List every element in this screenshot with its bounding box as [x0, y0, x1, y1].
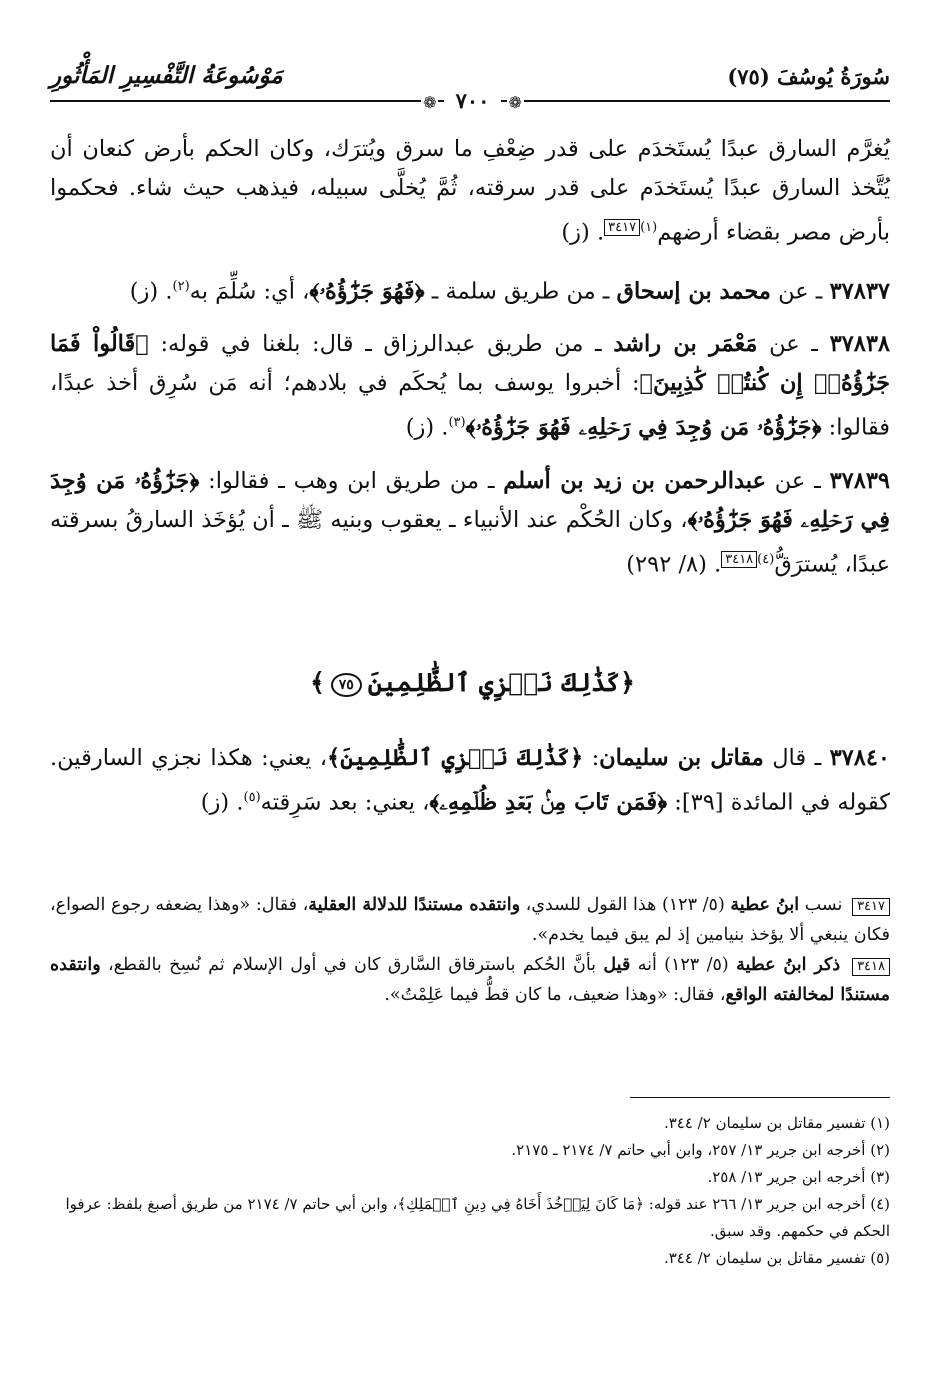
- note-verdict: وانتقده مستندًا للدلالة العقلية: [308, 895, 521, 915]
- note-number-box: ٣٤١٨: [852, 958, 890, 976]
- note-text: ، فقال: «وهذا ضعيف، ما كان قطُّ فيما عَلِمْتُ».: [384, 985, 726, 1005]
- narration-text: ، يعني: هكذا نجزي السارقين. كقوله في المائدة [٣٩]:: [50, 745, 890, 816]
- narrator-name: مقاتل بن سليمان: [599, 745, 764, 771]
- footnotes: [50, 1110, 890, 1272]
- footnote-marker: (٣): [448, 415, 466, 430]
- header-book-title: مَوْسُوعَةُ التَّفْسِيرِ المَأْثُورِ: [50, 62, 283, 89]
- comment-reference: ٣٤١٧: [604, 219, 640, 236]
- footnote-marker: (٤): [757, 551, 775, 567]
- narration-text: ، يعني: بعد سَرِقته: [260, 789, 430, 816]
- ornament-icon: ❁: [508, 93, 522, 112]
- narration-text: ـ من طريق عبدالرزاق ـ قال: بلغنا في قوله:: [148, 331, 614, 357]
- footnote: (٥) تفسير مقاتل بن سليمان ٢/ ٣٤٤.: [663, 1249, 890, 1267]
- narration-text: ، أي: سُلِّمَ به: [189, 278, 310, 304]
- footnote: (٢) أخرجه ابن جرير ١٣/ ٢٥٧، وابن أبي حاتم ٧/ ٢١٧٤ ـ ٢١٧٥.: [511, 1141, 890, 1159]
- quran-quote: ﴿جَزَٰٓؤُهُۥ مَن وُجِدَ فِي رَحۡلِهِۦ فَهُوَ جَزَٰٓؤُهُۥ﴾: [50, 467, 890, 533]
- verse-close-bracket: ﴾: [310, 668, 325, 697]
- paragraph-text: يُغرَّم السارق عبدًا يُستَخدَم على قدر ضِعْفِ ما سرق ويُترَك، وكان الحكم بأرض كنعان أن يُتَّخذ السارق عبدًا يُستَخدَم على قدر سرقته، ثُمَّ يُخلَّى سبيله، فيذهب حيث شاء. فحكموا بأرض مصر بقضاء أرضهم: [50, 136, 890, 246]
- verse-text: ﴿كَذَٰلِكَ نَجۡزِي ٱلظَّٰلِمِينَ: [367, 668, 635, 697]
- footnote: (١) تفسير مقاتل بن سليمان ٢/ ٣٤٤.: [663, 1114, 890, 1132]
- narration-37838: [50, 325, 890, 448]
- footnote-marker: (١): [640, 220, 658, 235]
- note-text: (٥/ ١٢٣) أنه: [630, 955, 737, 975]
- note-keyword: قيل: [603, 955, 631, 975]
- narration-number: ٣٧٨٣٨: [829, 331, 890, 357]
- page-number-row: [0, 88, 945, 114]
- scholar-name: ذكر ابنُ عطية: [736, 955, 849, 975]
- note-text: (٥/ ١٢٣) هذا القول للسدي،: [520, 895, 731, 915]
- source-tag: . (ز): [200, 789, 244, 816]
- footnote: (٣) أخرجه ابن جرير ١٣/ ٢٥٨.: [707, 1168, 890, 1186]
- quran-quote: ﴿فَمَن تَابَ مِنۢ بَعۡدِ ظُلۡمِهِۦ﴾: [429, 789, 668, 816]
- narration-number: ٣٧٨٣٩: [829, 467, 890, 494]
- narrator-name: مَعْمَر بن راشد: [613, 331, 758, 357]
- verse-number-badge: ٧٥: [331, 673, 362, 697]
- source-tag: . (ز): [129, 278, 173, 304]
- commentary-note-3417: [50, 890, 890, 950]
- narration-37840: [50, 738, 890, 823]
- source-tag: . (ز): [561, 219, 605, 246]
- note-text: ، فقال: «وهذا يضعفه رجوع الصواع، فكان ينبغي ألا يؤخذ بنيامين إذ لم يبق فيما يخدم».: [50, 895, 890, 945]
- narration-text: ـ قال: [763, 745, 830, 771]
- page-number: ٧٠٠: [444, 88, 502, 113]
- narrator-name: محمد بن إسحاق: [616, 278, 771, 304]
- scholar-name: ابنُ عطية: [730, 895, 800, 915]
- note-verdict: وانتقده مستندًا لمخالفته الواقع: [50, 955, 890, 1005]
- paragraph-continuation: [50, 130, 890, 253]
- narration-text: ـ من طريق ابن وهب ـ فقالوا:: [199, 467, 504, 494]
- header-surah-title: سُورَةُ يُوسُفَ (٧٥): [727, 64, 890, 89]
- footnote-marker: (٥): [243, 790, 261, 805]
- footnote: (٤) أخرجه ابن جرير ١٣/ ٢٦٦ عند قوله: ﴿مَا كَانَ لِيَأۡخُذَ أَخَاهُ فِي دِينِ ٱلۡمَلِكِ﴾، وابن أبي حاتم ٧/ ٢١٧٤ من طريق أصبغ بلفظ: عرفوا الحكم في حكمهم. وقد سبق.: [65, 1195, 890, 1240]
- main-text: [50, 130, 890, 598]
- narration-text: ـ عن: [766, 467, 830, 494]
- footnote-separator: [630, 1097, 890, 1098]
- quran-quote: ﴿كَذَٰلِكَ نَجۡزِي ٱلظَّٰلِمِينَ﴾: [327, 745, 584, 771]
- quran-quote: ﴿فَهُوَ جَزَٰٓؤُهُۥ﴾: [309, 278, 425, 304]
- comment-reference: ٣٤١٨: [721, 551, 757, 568]
- narration-text: ، وكان الحُكْم عند الأنبياء ـ يعقوب وبنيه ﷺ ـ أن يُؤخَذ السارقُ بسرقته عبدًا، يُسترَقُّ: [50, 506, 890, 577]
- quran-quote: ﴿جَزَٰٓؤُهُۥ مَن وُجِدَ فِي رَحۡلِهِۦ فَهُوَ جَزَٰٓؤُهُۥ﴾: [465, 414, 822, 441]
- narrator-name: عبدالرحمن بن زيد بن أسلم: [503, 467, 766, 494]
- narration-37837: [50, 267, 890, 312]
- narration-text: ـ عن: [770, 278, 830, 304]
- source-tag: . (٨/ ٢٩٢): [626, 551, 722, 577]
- commentary-notes: [50, 890, 890, 1010]
- narration-text: :: [583, 745, 600, 771]
- narration-number: ٣٧٨٤٠: [829, 745, 891, 771]
- narration-text: ـ من طريق سلمة ـ: [424, 278, 617, 304]
- ornament-icon: ❁: [423, 93, 437, 112]
- narration-37839: [50, 462, 890, 585]
- narration-number: ٣٧٨٣٧: [829, 278, 890, 304]
- commentary-note-3418: [50, 950, 890, 1010]
- footnote-marker: (٢): [172, 278, 190, 294]
- narration-text: : أخبروا يوسف بما يُحكَم في بلادهم؛ أنه مَن سُرِق أخذ عبدًا، فقالوا:: [50, 370, 890, 441]
- narration-text: ـ عن: [757, 331, 830, 357]
- note-text: نسب: [799, 895, 849, 915]
- source-tag: . (ز): [405, 414, 449, 441]
- note-number-box: ٣٤١٧: [852, 898, 890, 916]
- quran-quote: ﴿قَالُواْ فَمَا جَزَٰٓؤُهُۥٓ إِن كُنتُمۡ كَٰذِبِينَ﴾: [50, 331, 890, 396]
- verse-heading: [0, 668, 945, 697]
- note-text: بأنَّ الحُكم باسترقاق السَّارق كان في أول الإسلام ثم نُسِخ بالقطع،: [100, 955, 604, 975]
